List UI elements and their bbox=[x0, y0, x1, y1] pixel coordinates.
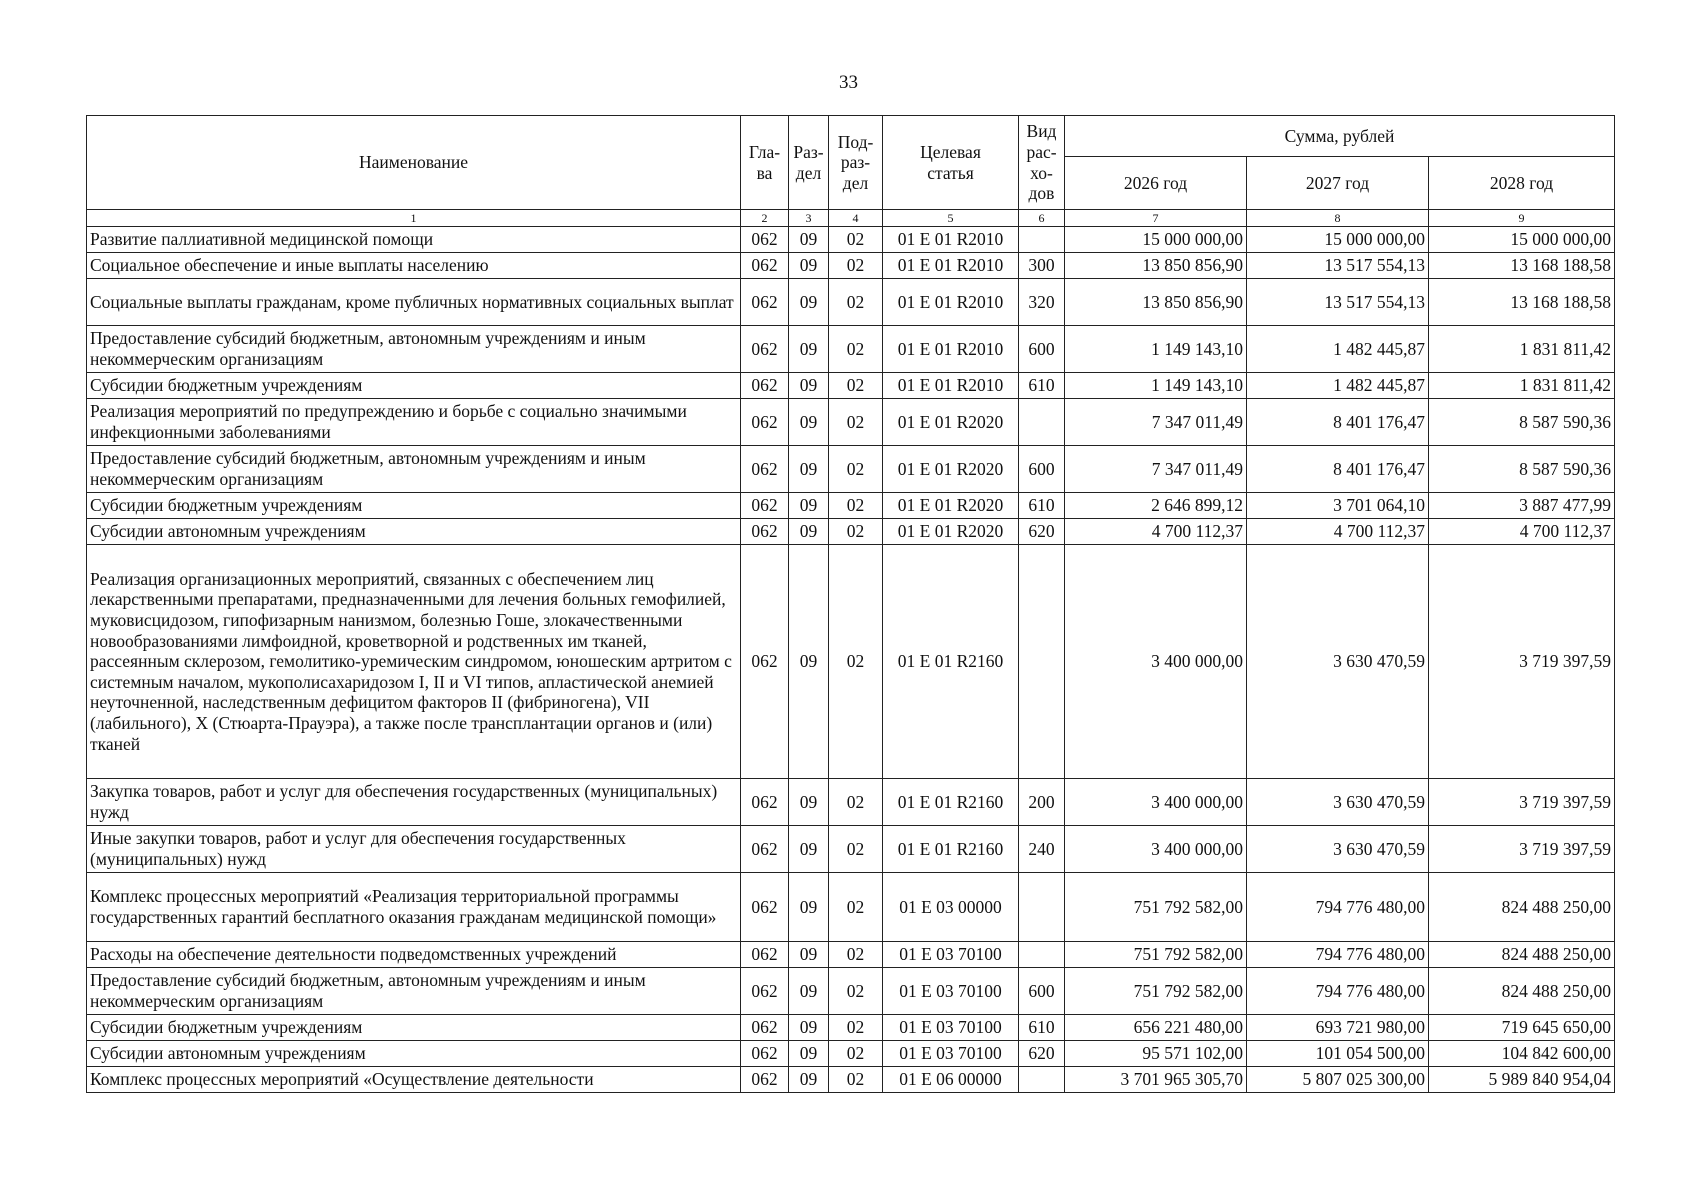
row-tselevaya-statya: 01 Е 03 00000 bbox=[883, 873, 1019, 942]
header-name: Наименование bbox=[87, 116, 741, 210]
row-sum-2026: 13 850 856,90 bbox=[1065, 253, 1247, 279]
row-glava: 062 bbox=[741, 326, 789, 373]
table-row bbox=[87, 373, 1615, 399]
row-razdel: 09 bbox=[789, 227, 829, 253]
row-glava: 062 bbox=[741, 873, 789, 942]
row-sum-2027: 1 482 445,87 bbox=[1247, 326, 1429, 373]
row-sum-2028: 4 700 112,37 bbox=[1429, 519, 1615, 545]
column-number: 1 bbox=[87, 210, 741, 227]
row-tselevaya-statya: 01 Е 06 00000 bbox=[883, 1067, 1019, 1093]
table-row bbox=[87, 826, 1615, 873]
row-sum-2028: 15 000 000,00 bbox=[1429, 227, 1615, 253]
column-number: 7 bbox=[1065, 210, 1247, 227]
row-sum-2027: 4 700 112,37 bbox=[1247, 519, 1429, 545]
row-sum-2026: 3 701 965 305,70 bbox=[1065, 1067, 1247, 1093]
row-razdel: 09 bbox=[789, 1041, 829, 1067]
row-glava: 062 bbox=[741, 545, 789, 779]
row-sum-2028: 13 168 188,58 bbox=[1429, 253, 1615, 279]
row-vid-raskhodov: 200 bbox=[1019, 779, 1065, 826]
row-razdel: 09 bbox=[789, 279, 829, 326]
row-sum-2026: 3 400 000,00 bbox=[1065, 826, 1247, 873]
row-name: Субсидии бюджетным учреждениям bbox=[87, 1015, 741, 1041]
row-sum-2028: 824 488 250,00 bbox=[1429, 942, 1615, 968]
row-razdel: 09 bbox=[789, 446, 829, 493]
table-row bbox=[87, 446, 1615, 493]
row-glava: 062 bbox=[741, 968, 789, 1015]
header-year-2026: 2026 год bbox=[1065, 157, 1247, 210]
row-glava: 062 bbox=[741, 279, 789, 326]
row-name: Субсидии бюджетным учреждениям bbox=[87, 493, 741, 519]
table-row bbox=[87, 545, 1615, 779]
row-glava: 062 bbox=[741, 1067, 789, 1093]
row-podrazdel: 02 bbox=[829, 779, 883, 826]
row-sum-2028: 824 488 250,00 bbox=[1429, 873, 1615, 942]
row-tselevaya-statya: 01 Е 01 R2020 bbox=[883, 493, 1019, 519]
row-sum-2028: 5 989 840 954,04 bbox=[1429, 1067, 1615, 1093]
row-sum-2027: 101 054 500,00 bbox=[1247, 1041, 1429, 1067]
row-vid-raskhodov: 610 bbox=[1019, 1015, 1065, 1041]
row-glava: 062 bbox=[741, 227, 789, 253]
row-sum-2027: 3 701 064,10 bbox=[1247, 493, 1429, 519]
table-row bbox=[87, 253, 1615, 279]
column-number: 9 bbox=[1429, 210, 1615, 227]
table-row bbox=[87, 519, 1615, 545]
column-number: 8 bbox=[1247, 210, 1429, 227]
row-podrazdel: 02 bbox=[829, 279, 883, 326]
row-sum-2026: 751 792 582,00 bbox=[1065, 942, 1247, 968]
table-row bbox=[87, 968, 1615, 1015]
row-name: Социальные выплаты гражданам, кроме публичных нормативных социальных выплат bbox=[87, 279, 741, 326]
row-sum-2027: 794 776 480,00 bbox=[1247, 873, 1429, 942]
row-glava: 062 bbox=[741, 399, 789, 446]
row-sum-2026: 656 221 480,00 bbox=[1065, 1015, 1247, 1041]
row-vid-raskhodov: 300 bbox=[1019, 253, 1065, 279]
row-sum-2028: 3 887 477,99 bbox=[1429, 493, 1615, 519]
header-year-2028: 2028 год bbox=[1429, 157, 1615, 210]
row-sum-2027: 5 807 025 300,00 bbox=[1247, 1067, 1429, 1093]
row-sum-2026: 13 850 856,90 bbox=[1065, 279, 1247, 326]
row-sum-2026: 1 149 143,10 bbox=[1065, 326, 1247, 373]
row-razdel: 09 bbox=[789, 253, 829, 279]
row-tselevaya-statya: 01 Е 03 70100 bbox=[883, 1015, 1019, 1041]
column-number: 5 bbox=[883, 210, 1019, 227]
row-razdel: 09 bbox=[789, 1015, 829, 1041]
row-sum-2027: 794 776 480,00 bbox=[1247, 942, 1429, 968]
row-glava: 062 bbox=[741, 826, 789, 873]
row-sum-2027: 13 517 554,13 bbox=[1247, 279, 1429, 326]
row-sum-2028: 3 719 397,59 bbox=[1429, 826, 1615, 873]
row-vid-raskhodov: 600 bbox=[1019, 968, 1065, 1015]
row-sum-2028: 13 168 188,58 bbox=[1429, 279, 1615, 326]
row-tselevaya-statya: 01 Е 01 R2160 bbox=[883, 826, 1019, 873]
table-row bbox=[87, 873, 1615, 942]
budget-table bbox=[86, 115, 1615, 1093]
row-vid-raskhodov: 610 bbox=[1019, 373, 1065, 399]
column-number: 3 bbox=[789, 210, 829, 227]
row-razdel: 09 bbox=[789, 779, 829, 826]
row-sum-2028: 3 719 397,59 bbox=[1429, 545, 1615, 779]
row-vid-raskhodov bbox=[1019, 545, 1065, 779]
row-sum-2027: 794 776 480,00 bbox=[1247, 968, 1429, 1015]
row-sum-2026: 3 400 000,00 bbox=[1065, 779, 1247, 826]
row-glava: 062 bbox=[741, 446, 789, 493]
row-sum-2028: 8 587 590,36 bbox=[1429, 446, 1615, 493]
row-tselevaya-statya: 01 Е 01 R2020 bbox=[883, 446, 1019, 493]
row-glava: 062 bbox=[741, 519, 789, 545]
row-sum-2026: 1 149 143,10 bbox=[1065, 373, 1247, 399]
row-glava: 062 bbox=[741, 1015, 789, 1041]
header-vid-raskhodov: Вид рас- хо- дов bbox=[1019, 116, 1065, 210]
header-summa: Сумма, рублей bbox=[1065, 116, 1615, 157]
row-razdel: 09 bbox=[789, 326, 829, 373]
table-row bbox=[87, 326, 1615, 373]
row-podrazdel: 02 bbox=[829, 942, 883, 968]
row-razdel: 09 bbox=[789, 399, 829, 446]
header-year-2027: 2027 год bbox=[1247, 157, 1429, 210]
row-tselevaya-statya: 01 Е 01 R2010 bbox=[883, 227, 1019, 253]
table-header bbox=[87, 116, 1615, 227]
row-vid-raskhodov: 240 bbox=[1019, 826, 1065, 873]
row-sum-2028: 1 831 811,42 bbox=[1429, 373, 1615, 399]
row-razdel: 09 bbox=[789, 968, 829, 1015]
table-body bbox=[87, 227, 1615, 1093]
column-number: 2 bbox=[741, 210, 789, 227]
row-podrazdel: 02 bbox=[829, 373, 883, 399]
row-sum-2026: 95 571 102,00 bbox=[1065, 1041, 1247, 1067]
row-vid-raskhodov: 600 bbox=[1019, 326, 1065, 373]
row-tselevaya-statya: 01 Е 01 R2010 bbox=[883, 253, 1019, 279]
row-vid-raskhodov: 320 bbox=[1019, 279, 1065, 326]
page-number: 33 bbox=[839, 72, 858, 93]
row-sum-2027: 8 401 176,47 bbox=[1247, 399, 1429, 446]
row-podrazdel: 02 bbox=[829, 253, 883, 279]
row-name: Закупка товаров, работ и услуг для обеспечения государственных (муниципальных) нужд bbox=[87, 779, 741, 826]
row-podrazdel: 02 bbox=[829, 1015, 883, 1041]
row-vid-raskhodov: 600 bbox=[1019, 446, 1065, 493]
row-name: Предоставление субсидий бюджетным, автономным учреждениям и иным некоммерческим организациям bbox=[87, 326, 741, 373]
row-sum-2027: 13 517 554,13 bbox=[1247, 253, 1429, 279]
table-row bbox=[87, 942, 1615, 968]
row-sum-2026: 7 347 011,49 bbox=[1065, 446, 1247, 493]
row-sum-2028: 8 587 590,36 bbox=[1429, 399, 1615, 446]
row-sum-2027: 693 721 980,00 bbox=[1247, 1015, 1429, 1041]
row-glava: 062 bbox=[741, 779, 789, 826]
row-podrazdel: 02 bbox=[829, 826, 883, 873]
row-glava: 062 bbox=[741, 1041, 789, 1067]
row-razdel: 09 bbox=[789, 493, 829, 519]
row-name: Комплекс процессных мероприятий «Осуществление деятельности bbox=[87, 1067, 741, 1093]
row-name: Развитие паллиативной медицинской помощи bbox=[87, 227, 741, 253]
table-row bbox=[87, 399, 1615, 446]
row-name: Субсидии автономным учреждениям bbox=[87, 519, 741, 545]
column-numbers-row bbox=[87, 210, 1615, 227]
row-podrazdel: 02 bbox=[829, 873, 883, 942]
row-sum-2028: 3 719 397,59 bbox=[1429, 779, 1615, 826]
row-vid-raskhodov: 610 bbox=[1019, 493, 1065, 519]
table-row bbox=[87, 227, 1615, 253]
row-vid-raskhodov bbox=[1019, 873, 1065, 942]
row-sum-2026: 3 400 000,00 bbox=[1065, 545, 1247, 779]
row-podrazdel: 02 bbox=[829, 446, 883, 493]
row-name: Реализация мероприятий по предупреждению и борьбе с социально значимыми инфекционными заболеваниями bbox=[87, 399, 741, 446]
row-name: Реализация организационных мероприятий, связанных с обеспечением лиц лекарственными препаратами, предназначенными для лечения больных гемофилией, муковисцидозом, гипофизарным нанизмом, болезнью Гоше, злокачественными новообразованиями лимфоидной, кроветворной и родственных им тканей, рассеянным склерозом, гемолитико-уремическим синдромом, юношеским артритом с системным началом, мукополисахаридозом I, II и VI типов, апластической анемией неуточненной, наследственным дефицитом факторов II (фибриногена), VII (лабильного), X (Стюарта-Прауэра), а также после трансплантации органов и (или) тканей bbox=[87, 545, 741, 779]
row-name: Иные закупки товаров, работ и услуг для обеспечения государственных (муниципальных) нужд bbox=[87, 826, 741, 873]
row-glava: 062 bbox=[741, 493, 789, 519]
row-tselevaya-statya: 01 Е 03 70100 bbox=[883, 968, 1019, 1015]
table-row bbox=[87, 779, 1615, 826]
column-number: 6 bbox=[1019, 210, 1065, 227]
row-sum-2026: 15 000 000,00 bbox=[1065, 227, 1247, 253]
row-sum-2028: 824 488 250,00 bbox=[1429, 968, 1615, 1015]
row-name: Предоставление субсидий бюджетным, автономным учреждениям и иным некоммерческим организациям bbox=[87, 968, 741, 1015]
row-razdel: 09 bbox=[789, 942, 829, 968]
row-tselevaya-statya: 01 Е 01 R2010 bbox=[883, 326, 1019, 373]
table-row bbox=[87, 279, 1615, 326]
row-podrazdel: 02 bbox=[829, 227, 883, 253]
row-sum-2027: 15 000 000,00 bbox=[1247, 227, 1429, 253]
row-name: Предоставление субсидий бюджетным, автономным учреждениям и иным некоммерческим организациям bbox=[87, 446, 741, 493]
row-razdel: 09 bbox=[789, 519, 829, 545]
row-glava: 062 bbox=[741, 942, 789, 968]
row-vid-raskhodov bbox=[1019, 227, 1065, 253]
row-razdel: 09 bbox=[789, 826, 829, 873]
row-name: Социальное обеспечение и иные выплаты населению bbox=[87, 253, 741, 279]
row-sum-2028: 104 842 600,00 bbox=[1429, 1041, 1615, 1067]
row-vid-raskhodov: 620 bbox=[1019, 1041, 1065, 1067]
row-podrazdel: 02 bbox=[829, 399, 883, 446]
row-name: Субсидии автономным учреждениям bbox=[87, 1041, 741, 1067]
header-podrazdel: Под- раз- дел bbox=[829, 116, 883, 210]
row-sum-2026: 2 646 899,12 bbox=[1065, 493, 1247, 519]
row-podrazdel: 02 bbox=[829, 493, 883, 519]
header-tselevaya-statya: Целевая статья bbox=[883, 116, 1019, 210]
row-vid-raskhodov: 620 bbox=[1019, 519, 1065, 545]
row-sum-2028: 1 831 811,42 bbox=[1429, 326, 1615, 373]
row-vid-raskhodov bbox=[1019, 399, 1065, 446]
row-sum-2026: 751 792 582,00 bbox=[1065, 873, 1247, 942]
row-tselevaya-statya: 01 Е 01 R2020 bbox=[883, 399, 1019, 446]
row-razdel: 09 bbox=[789, 1067, 829, 1093]
row-razdel: 09 bbox=[789, 545, 829, 779]
row-podrazdel: 02 bbox=[829, 1041, 883, 1067]
row-glava: 062 bbox=[741, 253, 789, 279]
row-vid-raskhodov bbox=[1019, 1067, 1065, 1093]
row-tselevaya-statya: 01 Е 01 R2020 bbox=[883, 519, 1019, 545]
row-podrazdel: 02 bbox=[829, 519, 883, 545]
header-razdel: Раз- дел bbox=[789, 116, 829, 210]
row-podrazdel: 02 bbox=[829, 545, 883, 779]
row-name: Субсидии бюджетным учреждениям bbox=[87, 373, 741, 399]
row-podrazdel: 02 bbox=[829, 326, 883, 373]
row-tselevaya-statya: 01 Е 03 70100 bbox=[883, 942, 1019, 968]
row-vid-raskhodov bbox=[1019, 942, 1065, 968]
table-row bbox=[87, 493, 1615, 519]
row-sum-2028: 719 645 650,00 bbox=[1429, 1015, 1615, 1041]
row-razdel: 09 bbox=[789, 873, 829, 942]
table-row bbox=[87, 1015, 1615, 1041]
row-sum-2027: 3 630 470,59 bbox=[1247, 779, 1429, 826]
row-sum-2027: 1 482 445,87 bbox=[1247, 373, 1429, 399]
row-razdel: 09 bbox=[789, 373, 829, 399]
row-podrazdel: 02 bbox=[829, 968, 883, 1015]
row-sum-2026: 4 700 112,37 bbox=[1065, 519, 1247, 545]
row-tselevaya-statya: 01 Е 03 70100 bbox=[883, 1041, 1019, 1067]
column-number: 4 bbox=[829, 210, 883, 227]
row-sum-2027: 8 401 176,47 bbox=[1247, 446, 1429, 493]
row-sum-2026: 751 792 582,00 bbox=[1065, 968, 1247, 1015]
row-tselevaya-statya: 01 Е 01 R2010 bbox=[883, 373, 1019, 399]
row-tselevaya-statya: 01 Е 01 R2160 bbox=[883, 545, 1019, 779]
row-tselevaya-statya: 01 Е 01 R2160 bbox=[883, 779, 1019, 826]
row-name: Комплекс процессных мероприятий «Реализация территориальной программы государственных гарантий бесплатного оказания гражданам медицинской помощи» bbox=[87, 873, 741, 942]
row-glava: 062 bbox=[741, 373, 789, 399]
row-sum-2027: 3 630 470,59 bbox=[1247, 826, 1429, 873]
table-row bbox=[87, 1041, 1615, 1067]
row-podrazdel: 02 bbox=[829, 1067, 883, 1093]
table-row bbox=[87, 1067, 1615, 1093]
header-glava: Гла- ва bbox=[741, 116, 789, 210]
row-name: Расходы на обеспечение деятельности подведомственных учреждений bbox=[87, 942, 741, 968]
row-sum-2027: 3 630 470,59 bbox=[1247, 545, 1429, 779]
row-tselevaya-statya: 01 Е 01 R2010 bbox=[883, 279, 1019, 326]
row-sum-2026: 7 347 011,49 bbox=[1065, 399, 1247, 446]
